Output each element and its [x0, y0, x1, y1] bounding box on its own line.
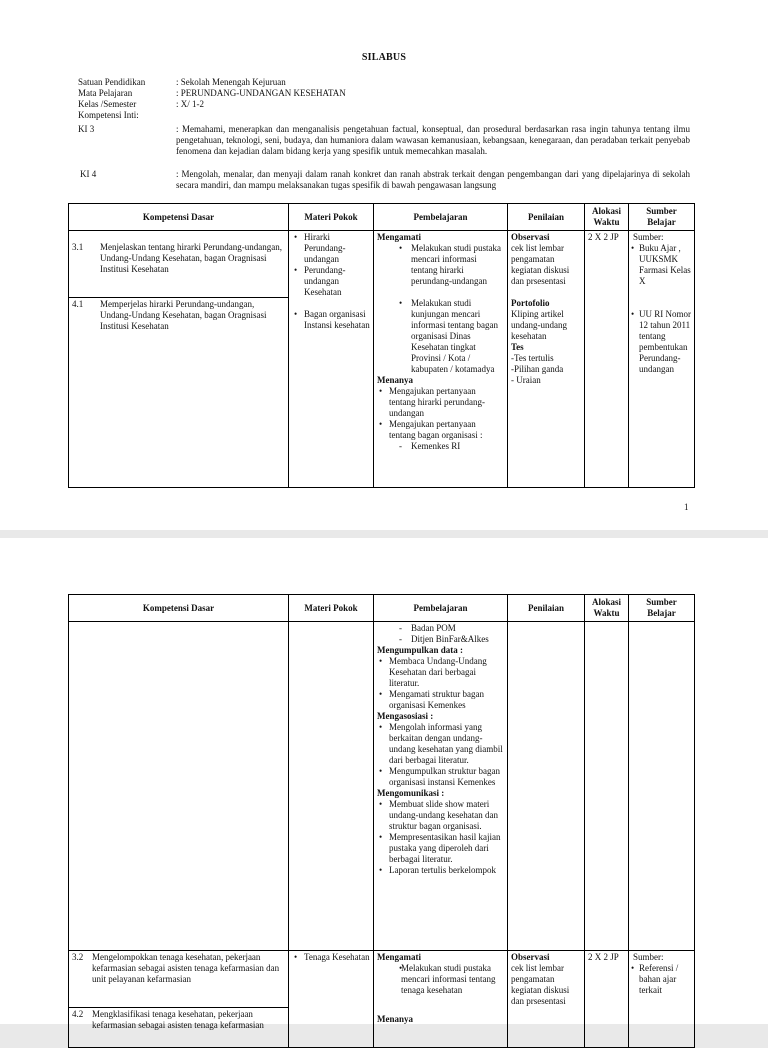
section-heading: Menanya — [377, 1014, 413, 1024]
info-value: : PERUNDANG-UNDANGAN KESEHATAN — [176, 88, 346, 98]
header-pembelajaran: Pembelajaran — [374, 204, 508, 231]
kd-text: Mengklasifikasi tenaga kesehatan, pekerjaan kefarmasian sebagai asisten tenaga kefarmasian — [92, 1009, 264, 1030]
silabus-table-2 — [68, 594, 695, 1048]
activity-item: • Mengamati struktur bagan organisasi Kemenkes — [377, 689, 504, 711]
assessment-heading: Observasi — [511, 232, 550, 242]
info-value: : Sekolah Menengah Kejuruan — [176, 77, 286, 87]
assessment-heading: Observasi — [511, 952, 550, 962]
materi-item: • Hirarki Perundang-undangan — [292, 232, 370, 265]
source-item: • Buku Ajar , UUKSMK Farmasi Kelas X — [631, 243, 691, 287]
kd-number: 3.2 — [72, 952, 84, 962]
kd-cell — [69, 951, 289, 1008]
info-label: Mata Pelajaran — [78, 88, 133, 98]
alokasi-cell — [585, 622, 629, 951]
assessment-text: - Uraian — [511, 375, 541, 385]
assessment-text: cek list lembar pengamatan kegiatan diskusi dan prsesentasi — [511, 243, 570, 286]
ki3-label: KI 3 — [78, 124, 95, 134]
kd-text: Menjelaskan tentang hirarki Perundang-undangan, Undang-Undang Kesehatan, bagan Oragnisasi Institusi Kesehatan — [100, 242, 282, 274]
header-penilaian: Penilaian — [508, 204, 585, 231]
activity-item: • Membaca Undang-Undang Kesehatan dari berbagai literatur. — [377, 656, 504, 689]
sumber-cell — [629, 231, 695, 488]
penilaian-cell — [508, 951, 585, 1048]
activity-item: • Mengajukan pertanyaan tentang hirarki perundang-undangan — [377, 386, 504, 419]
activity-item: • Melakukan studi kunjungan mencari informasi tentang bagan organisasi Dinas Kesehatan tingkat Provinsi / Kota / kabupaten / kotamadya — [377, 298, 504, 375]
activity-item: • Laporan tertulis berkelompok — [377, 865, 504, 876]
activity-subitem: - Badan POM — [377, 623, 504, 634]
materi-cell — [289, 622, 374, 951]
sumber-cell — [629, 622, 695, 951]
info-label: Kompetensi Inti: — [78, 110, 139, 120]
header-alokasi-waktu: Alokasi Waktu — [585, 595, 629, 622]
section-heading: Menanya — [377, 375, 413, 385]
alokasi-cell: 2 X 2 JP — [585, 231, 629, 488]
kd-cell — [69, 231, 289, 298]
kd-cell — [69, 622, 289, 951]
document-title: SILABUS — [361, 52, 407, 63]
activity-subitem: - Kemenkes RI — [377, 441, 504, 452]
header-materi-pokok: Materi Pokok — [289, 204, 374, 231]
activity-item: • Membuat slide show materi undang-undang kesehatan dan struktur bagan organisasi. — [377, 799, 504, 832]
kd-cell — [69, 298, 289, 488]
source-heading: Sumber: — [633, 232, 664, 242]
pembelajaran-cell — [374, 951, 508, 1048]
assessment-text: -Pilihan ganda — [511, 364, 564, 374]
ki4-text: : Mengolah, menalar, dan menyaji dalam ranah konkret dan ranah abstrak terkait dengan pengembangan dari yang dipelajarinya di sekolah secara mandiri, dan mampu melaksanakan tugas spesifik di bawah pengawasan langsung — [176, 169, 690, 190]
assessment-heading: Tes — [511, 342, 524, 352]
materi-item: • Perundang-undangan Kesehatan — [292, 265, 370, 298]
penilaian-cell — [508, 231, 585, 488]
activity-subitem: - Ditjen BinFar&Alkes — [377, 634, 504, 645]
header-penilaian: Penilaian — [508, 595, 585, 622]
header-sumber-belajar: Sumber Belajar — [629, 204, 695, 231]
penilaian-cell — [508, 622, 585, 951]
materi-item: • Tenaga Kesehatan — [292, 952, 370, 963]
section-heading: Mengomunikasi : — [377, 788, 445, 798]
info-value: : X/ 1-2 — [176, 99, 204, 109]
silabus-table-1 — [68, 203, 695, 488]
section-heading: Mengasosiasi : — [377, 711, 434, 721]
materi-cell — [289, 231, 374, 488]
activity-item: • Mengumpulkan struktur bagan organisasi instansi Kemenkes — [377, 766, 504, 788]
materi-cell — [289, 951, 374, 1048]
kd-cell — [69, 1008, 289, 1048]
activity-item: • Mengolah informasi yang berkaitan dengan undang-undang kesehatan yang diambil dari berbagai literatur. — [377, 722, 504, 766]
kd-number: 3.1 — [72, 242, 84, 252]
kd-text: Memperjelas hirarki Perundang-undangan, Undang-Undang Kesehatan, bagan Oragnisasi Institusi Kesehatan — [100, 299, 267, 331]
activity-item: • Melakukan studi pustaka mencari informasi tentang hirarki perundang-undangan — [377, 243, 504, 287]
header-kompetensi-dasar: Kompetensi Dasar — [69, 204, 289, 231]
ki4-label: KI 4 — [80, 169, 97, 179]
section-heading: Mengamati — [377, 232, 421, 242]
assessment-text: -Tes tertulis — [511, 353, 554, 363]
info-block — [78, 77, 698, 121]
assessment-text: Kliping artikel undang-undang kesehatan — [511, 309, 567, 341]
page-2 — [0, 538, 768, 1030]
header-alokasi-waktu: Alokasi Waktu — [585, 204, 629, 231]
kd-number: 4.2 — [72, 1009, 84, 1019]
header-sumber-belajar: Sumber Belajar — [629, 595, 695, 622]
ki3-text: : Memahami, menerapkan dan menganalisis pengetahuan factual, konseptual, dan prosedural berdasarkan rasa ingin tahunya tentang ilmu pengetahuan, teknologi, seni, budaya, dan humaniora dalam wawasan kemanusiaan, kebangsaan, kenegaraan, dan peradaban terkait penyebab fenomena dan kejadian dalam bidang kerja yang spesifik untuk memecahkan masalah. — [176, 124, 690, 156]
pembelajaran-cell — [374, 622, 508, 951]
kd-number: 4.1 — [72, 299, 84, 309]
activity-item: • Mempresentasikan hasil kajian pustaka yang diperoleh dari berbagai literatur. — [377, 832, 504, 865]
header-pembelajaran: Pembelajaran — [374, 595, 508, 622]
assessment-text: cek list lembar pengamatan kegiatan diskusi dan prsesentasi — [511, 963, 570, 1006]
materi-item: • Bagan organisasi Instansi kesehatan — [292, 309, 370, 331]
source-item: • Referensi / bahan ajar terkait — [631, 963, 691, 996]
source-heading: Sumber: — [633, 952, 664, 962]
header-materi-pokok: Materi Pokok — [289, 595, 374, 622]
info-label: Kelas /Semester — [78, 99, 137, 109]
pembelajaran-cell — [374, 231, 508, 488]
section-heading: Mengumpulkan data : — [377, 645, 464, 655]
assessment-heading: Portofolio — [511, 298, 550, 308]
section-heading: Mengamati — [377, 952, 421, 962]
header-kompetensi-dasar: Kompetensi Dasar — [69, 595, 289, 622]
info-label: Satuan Pendidikan — [78, 77, 146, 87]
activity-item: • Mengajukan pertanyaan tentang bagan organisasi : — [377, 419, 504, 441]
source-item: • UU RI Nomor 12 tahun 2011 tentang pembentukan Perundang-undangan — [631, 309, 691, 375]
alokasi-cell: 2 X 2 JP — [585, 951, 629, 1048]
sumber-cell — [629, 951, 695, 1048]
kd-text: Mengelompokkan tenaga kesehatan, pekerjaan kefarmasian sebagai asisten tenaga kefarmasian dan unit pelayanan kefarmasian — [92, 952, 280, 984]
activity-item: • Melakukan studi pustaka mencari informasi tentang tenaga kesehatan — [377, 963, 504, 996]
page-number: 1 — [684, 502, 689, 512]
